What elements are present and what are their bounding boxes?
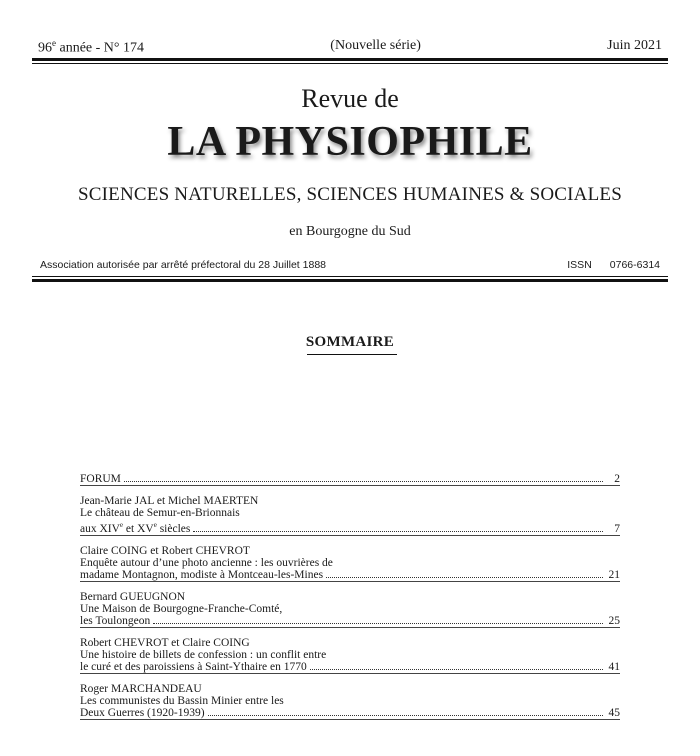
toc-page-number: 41 bbox=[608, 660, 620, 673]
toc-title: FORUM bbox=[80, 473, 121, 485]
toc-author: Bernard GUEUGNON bbox=[80, 590, 186, 603]
toc-entry-communistes[interactable] bbox=[80, 683, 620, 720]
toc-leader bbox=[153, 622, 603, 624]
toc-page-number: 7 bbox=[614, 522, 620, 535]
toc-entry-montagnon[interactable] bbox=[80, 545, 620, 582]
header-rule-thick bbox=[32, 58, 668, 61]
series-label: (Nouvelle série) bbox=[330, 38, 421, 53]
toc-entry-toulongeon[interactable] bbox=[80, 591, 620, 628]
toc-page-number: 2 bbox=[614, 473, 620, 485]
toc-title-end: les Toulongeon bbox=[80, 614, 151, 627]
masthead-rule-thin bbox=[32, 276, 668, 277]
issue-date: Juin 2021 bbox=[607, 38, 662, 53]
toc-title-end: Deux Guerres (1920-1939) bbox=[80, 706, 205, 719]
journal-region: en Bourgogne du Sud bbox=[289, 224, 411, 239]
sommaire-underline bbox=[307, 354, 397, 355]
issue-number: 96e année - N° 174 bbox=[38, 38, 145, 56]
journal-title: LA PHYSIOPHILE bbox=[167, 119, 533, 165]
toc-title: Une histoire de billets de confession : un conflit entre bbox=[80, 648, 327, 661]
toc-leader bbox=[208, 714, 603, 716]
toc-title: Le château de Semur-en-Brionnais bbox=[80, 507, 240, 519]
toc-author: Robert CHEVROT et Claire COING bbox=[80, 636, 250, 649]
header-rule-thin bbox=[32, 63, 668, 64]
toc-leader bbox=[193, 530, 603, 532]
toc-author: Jean-Marie JAL et Michel MAERTEN bbox=[80, 495, 259, 507]
issn: ISSN 0766-6314 bbox=[567, 259, 660, 271]
toc-entry-forum[interactable] bbox=[80, 473, 620, 486]
toc-page-number: 25 bbox=[608, 614, 620, 627]
toc-entry-semur[interactable] bbox=[80, 495, 620, 536]
toc-leader bbox=[326, 576, 603, 578]
sommaire-heading: SOMMAIRE bbox=[305, 334, 395, 350]
toc-author: Claire COING et Robert CHEVROT bbox=[80, 544, 250, 557]
toc-title-end: le curé et des paroissiens à Saint-Ythaire en 1770 bbox=[80, 660, 307, 673]
masthead-revue-de: Revue de bbox=[301, 84, 399, 113]
toc-leader bbox=[310, 668, 603, 670]
association-text: Association autorisée par arrêté préfectoral du 28 Juillet 1888 bbox=[40, 259, 327, 271]
masthead-rule-thick bbox=[32, 279, 668, 282]
association-line bbox=[40, 259, 660, 271]
toc-title: Une Maison de Bourgogne-Franche-Comté, bbox=[80, 602, 283, 615]
toc-author: Roger MARCHANDEAU bbox=[80, 682, 202, 695]
toc-page-number: 45 bbox=[608, 706, 620, 719]
toc-title-end: aux XIVe et XVe siècles bbox=[80, 521, 191, 535]
toc-title-end: madame Montagnon, modiste à Montceau-les-Mines bbox=[80, 568, 324, 581]
table-of-contents bbox=[80, 473, 620, 729]
journal-subtitle: SCIENCES NATURELLES, SCIENCES HUMAINES & SOCIALES bbox=[78, 184, 622, 205]
toc-title: Les communistes du Bassin Minier entre les bbox=[80, 694, 284, 707]
toc-leader bbox=[124, 480, 603, 482]
toc-page-number: 21 bbox=[608, 568, 620, 581]
toc-entry-confession[interactable] bbox=[80, 637, 620, 674]
toc-title: Enquête autour d’une photo ancienne : les ouvrières de bbox=[80, 556, 333, 569]
issue-header bbox=[38, 38, 662, 57]
